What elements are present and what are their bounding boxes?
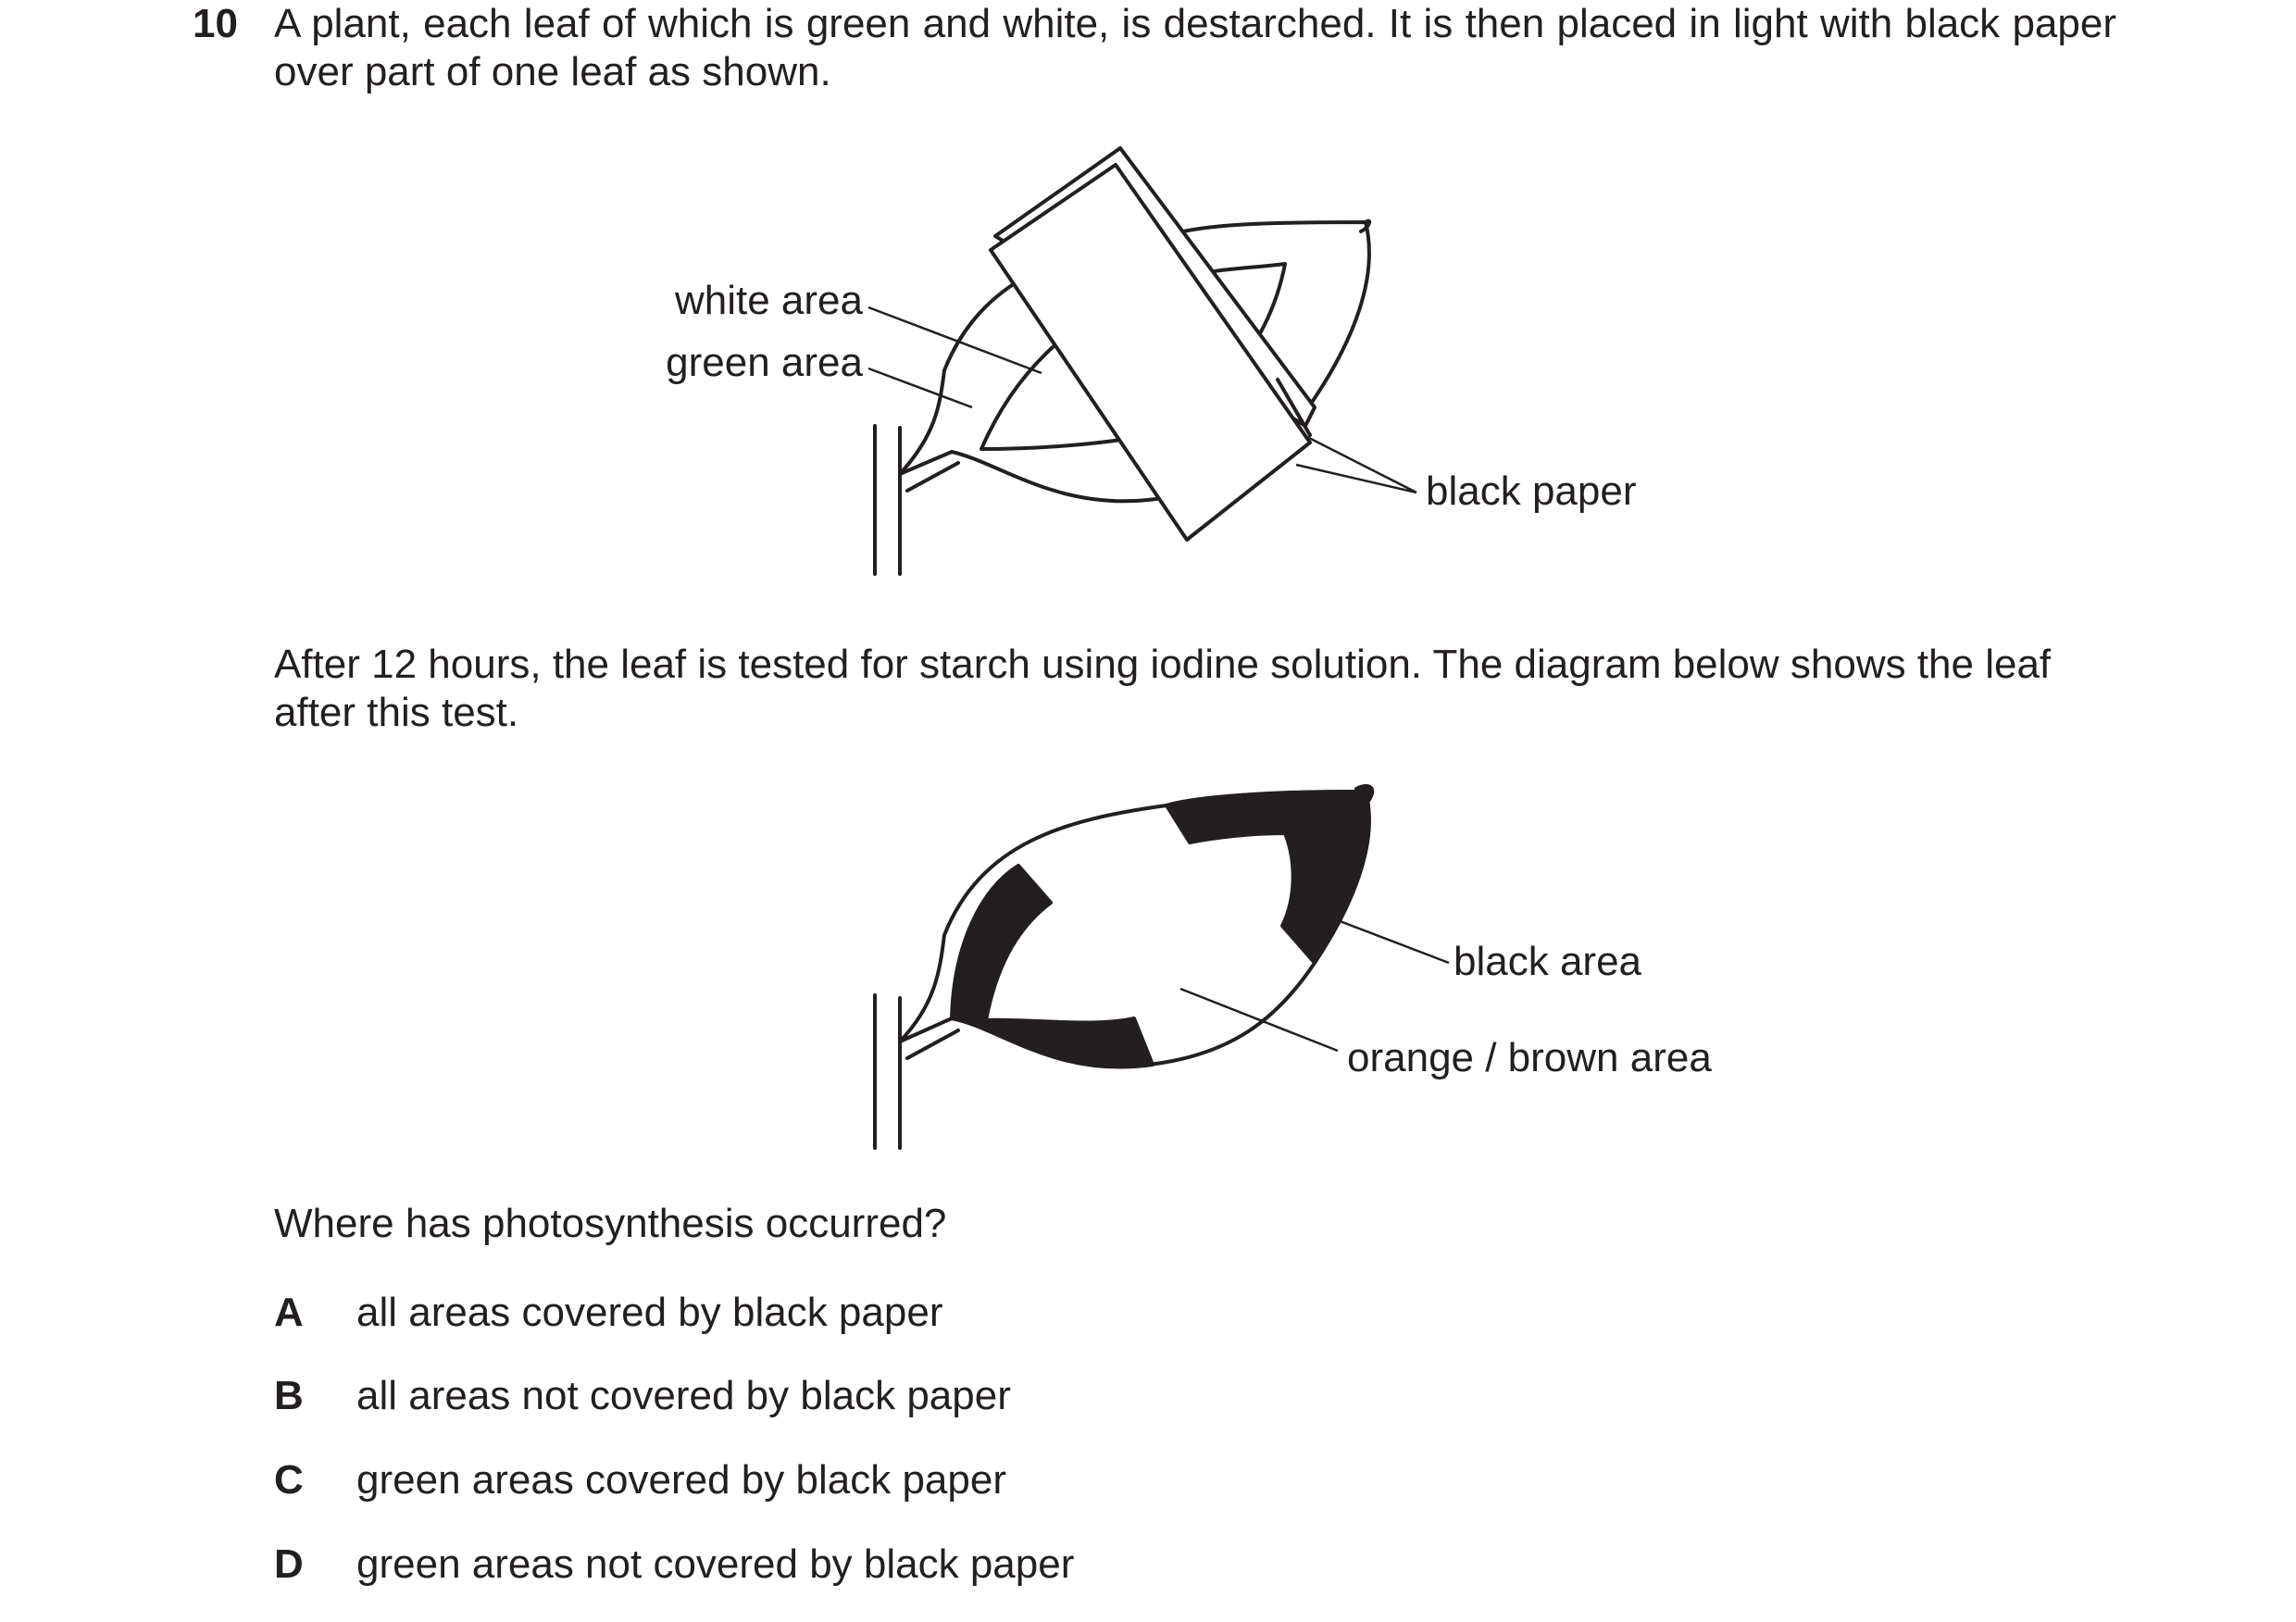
leaf-after-test-diagram [0,768,2296,1157]
question-prompt: Where has photosynthesis occurred? [274,1201,947,1246]
question-stem: A plant, each leaf of which is green and white, is destarched. It is then placed in light with black paper over part of one leaf as shown. [274,1,2116,94]
orange-area-label: orange / brown area [1347,1035,1712,1080]
question-number: 10 [193,1,238,46]
stem-lines [875,426,900,574]
white-area-label: white area [674,278,863,323]
green-area-label: green area [666,340,863,385]
black-paper-leader-lower [1296,465,1416,493]
option-letter-a[interactable]: A [274,1290,304,1335]
black-paper-leader-upper [1307,437,1416,493]
option-letter-b[interactable]: B [274,1373,304,1418]
stem-lines [875,995,900,1148]
after-test-text: After 12 hours, the leaf is tested for starch using iodine solution. The diagram below shows the leaf after this test. [274,642,2052,735]
option-letter-c[interactable]: C [274,1457,304,1503]
option-text-d[interactable]: green areas not covered by black paper [356,1541,1075,1587]
black-paper-label: black paper [1426,468,1637,514]
option-letter-d[interactable]: D [274,1541,304,1587]
option-text-c[interactable]: green areas covered by black paper [356,1457,1006,1503]
option-text-a[interactable]: all areas covered by black paper [356,1290,943,1335]
black-area-label: black area [1454,939,1642,984]
option-text-b[interactable]: all areas not covered by black paper [356,1373,1011,1418]
leaf-with-paper-diagram [0,130,2296,593]
